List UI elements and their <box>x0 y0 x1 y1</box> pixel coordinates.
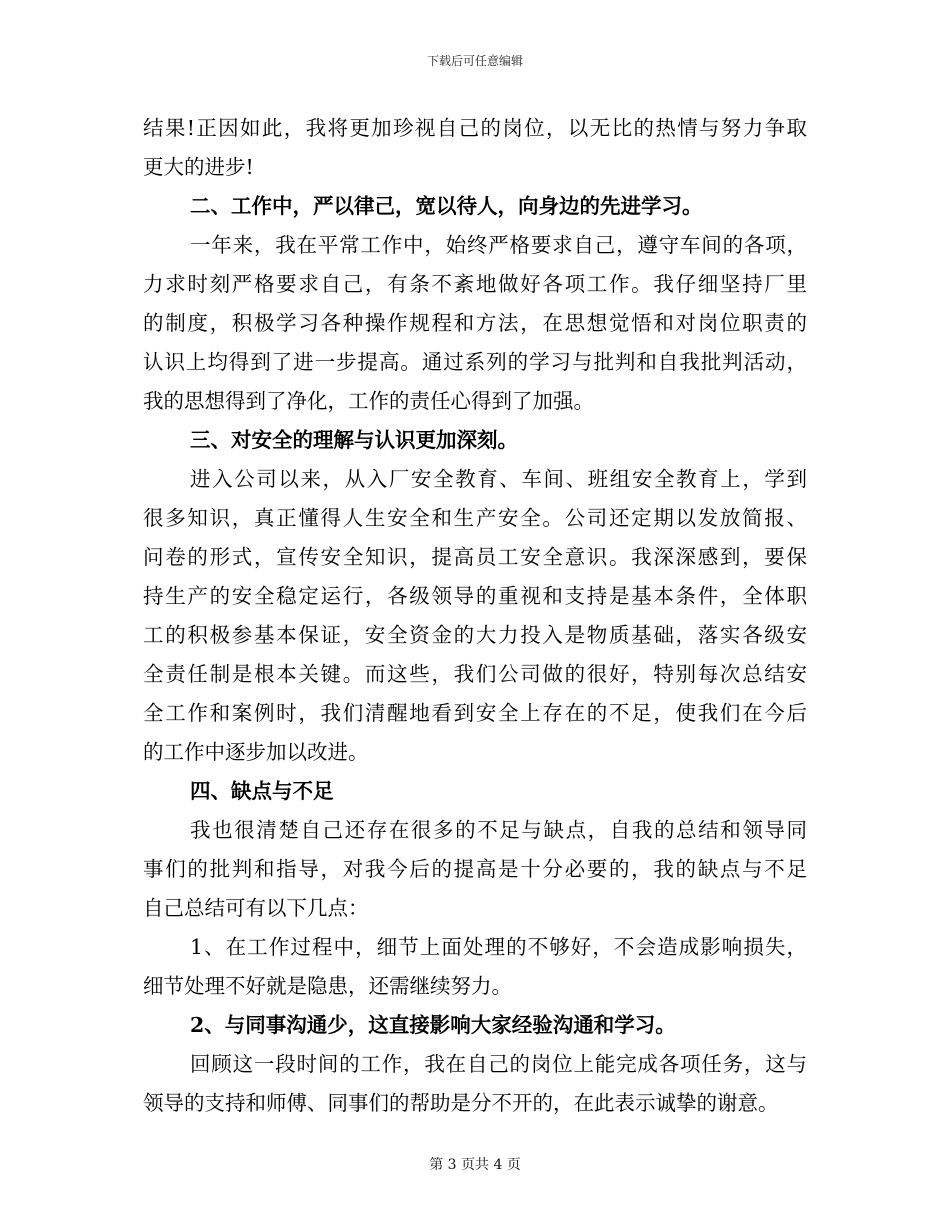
paragraph <box>143 460 807 772</box>
text-line: 很多知识，真正懂得人生安全和生产安全。公司还定期以发放简报、 <box>143 506 807 530</box>
text-line: 持生产的安全稳定运行，各级领导的重视和支持是基本条件，全体职 <box>143 584 807 608</box>
text-line: 回顾这一段时间的工作，我在自己的岗位上能完成各项任务，这与 <box>190 1052 807 1076</box>
section-heading <box>143 421 807 460</box>
section-heading <box>143 772 807 811</box>
text-line: 问卷的形式，宣传安全知识，提高员工安全意识。我深深感到，要保 <box>143 545 807 569</box>
text-line: 结果!正因如此，我将更加珍视自己的岗位，以无比的热情与努力争取 <box>143 116 807 140</box>
text-line: 进入公司以来，从入厂安全教育、车间、班组安全教育上，学到 <box>190 467 807 491</box>
paragraph <box>143 109 807 187</box>
paragraph <box>143 811 807 928</box>
text-line: 自己总结可有以下几点： <box>143 896 369 920</box>
text-line: 的工作中逐步加以改进。 <box>143 740 369 764</box>
text-line: 细节处理不好就是隐患，还需继续努力。 <box>143 974 512 998</box>
paragraph <box>143 928 807 1006</box>
text-line: 1、在工作过程中，细节上面处理的不够好，不会造成影响损失， <box>190 935 807 959</box>
text-line: 我的思想得到了净化，工作的责任心得到了加强。 <box>143 389 594 413</box>
text-line: 更大的进步! <box>143 155 254 179</box>
text-line: 全工作和案例时，我们清醒地看到安全上存在的不足，使我们在今后 <box>143 701 807 725</box>
text-line: 二、工作中，严以律己，宽以待人，向身边的先进学习。 <box>190 194 703 218</box>
text-line: 一年来，我在平常工作中，始终严格要求自己，遵守车间的各项， <box>190 233 807 257</box>
text-line: 工的积极参基本保证，安全资金的大力投入是物质基础，落实各级安 <box>143 623 807 647</box>
text-line: 力求时刻严格要求自己，有条不紊地做好各项工作。我仔细坚持厂里 <box>143 272 807 296</box>
document-body <box>143 109 807 1123</box>
text-line: 事们的批判和指导，对我今后的提高是十分必要的，我的缺点与不足 <box>143 857 807 881</box>
section-heading <box>143 1006 807 1045</box>
text-line: 认识上均得到了进一步提高。通过系列的学习与批判和自我批判活动， <box>143 350 807 374</box>
page-footer: 第 3 页共 4 页 <box>429 1157 521 1173</box>
section-heading <box>143 187 807 226</box>
text-line: 2、与同事沟通少，这直接影响大家经验沟通和学习。 <box>190 1013 676 1037</box>
paragraph <box>143 226 807 421</box>
text-line: 我也很清楚自己还存在很多的不足与缺点，自我的总结和领导同 <box>190 818 807 842</box>
text-line: 领导的支持和师傅、同事们的帮助是分不开的，在此表示诚挚的谢意。 <box>143 1091 779 1115</box>
text-line: 的制度，积极学习各种操作规程和方法，在思想觉悟和对岗位职责的 <box>143 311 807 335</box>
page-header: 下载后可任意编辑 <box>426 54 523 68</box>
text-line: 四、缺点与不足 <box>190 779 334 803</box>
text-line: 三、对安全的理解与认识更加深刻。 <box>190 428 518 452</box>
text-line: 全责任制是根本关键。而这些，我们公司做的很好，特别每次总结安 <box>143 662 807 686</box>
paragraph <box>143 1045 807 1123</box>
